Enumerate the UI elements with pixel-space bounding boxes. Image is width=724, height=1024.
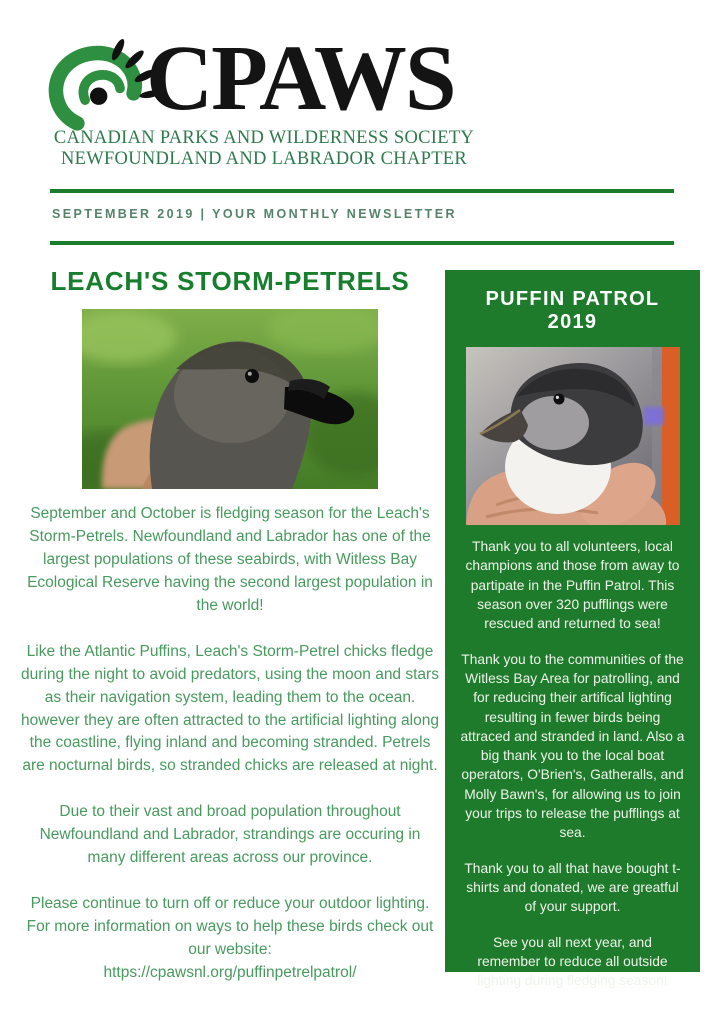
sidebar-title: PUFFIN PATROL 2019	[485, 288, 660, 333]
main-article	[20, 266, 440, 985]
article-paragraph	[20, 893, 440, 985]
divider-top	[50, 189, 674, 193]
sidebar-paragraph: Thank you to the communities of the Witless Bay Area for patrolling, and for reducing their artifical lighting resulting in fewer birds being attraced and stranded in land. Also a big thank you to the local boat operators, O'Brien's, Gatheralls, and Molly Bawn's, for allowing us to join your trips to release the pufflings at sea.	[460, 651, 685, 841]
article-paragraph: Like the Atlantic Puffins, Leach's Storm-Petrel chicks fledge during the night to avoid predators, using the moon and stars as their navigation system, leading them to the ocean. however they are often attracted to the artificial lighting along the coastline, flying inland and becoming stranded. Petrels are nocturnal birds, so stranded chicks are released at night.	[21, 642, 439, 775]
org-name-line1: CANADIAN PARKS AND WILDERNESS SOCIETY	[53, 128, 475, 148]
sidebar-paragraph: See you all next year, and remember to reduce all outside lighting during fledging season!	[477, 934, 668, 989]
puffin-photo	[466, 347, 680, 525]
website-url[interactable]: https://cpawsnl.org/puffinpetrelpatrol/	[103, 963, 357, 981]
article-title: LEACH'S STORM-PETRELS	[50, 266, 410, 296]
paw-swirl-icon	[48, 38, 160, 135]
sidebar-paragraph: Thank you to all volunteers, local champions and those from away to partipate in the Puffin Patrol. This season over 320 pufflings were rescued and returned to sea!	[465, 539, 680, 632]
org-name	[48, 128, 480, 171]
article-paragraph: September and October is fledging season for the Leach's Storm-Petrels. Newfoundland and Labrador has one of the largest populations of these seabirds, with Witless Bay Ecological Reserve having the second largest population in the world!	[27, 505, 433, 614]
storm-petrel-photo	[82, 309, 378, 489]
divider-bottom	[50, 241, 674, 245]
org-name-line2: NEWFOUNDLAND AND LABRADOR CHAPTER	[60, 149, 468, 170]
sidebar-paragraph: Thank you to all that have bought t-shirts and donated, we are greatful of your support.	[464, 860, 681, 915]
article-paragraph: Due to their vast and broad population throughout Newfoundland and Labrador, strandings are occuring in many different areas across our province.	[39, 803, 421, 867]
article-paragraph-text: Please continue to turn off or reduce your outdoor lighting. For more information on ways to help these birds check out our website:	[26, 895, 434, 958]
org-acronym: CPAWS	[146, 27, 455, 130]
issue-line: SEPTEMBER 2019 | YOUR MONTHLY NEWSLETTER	[52, 207, 457, 221]
sidebar-puffin-patrol	[445, 270, 700, 989]
